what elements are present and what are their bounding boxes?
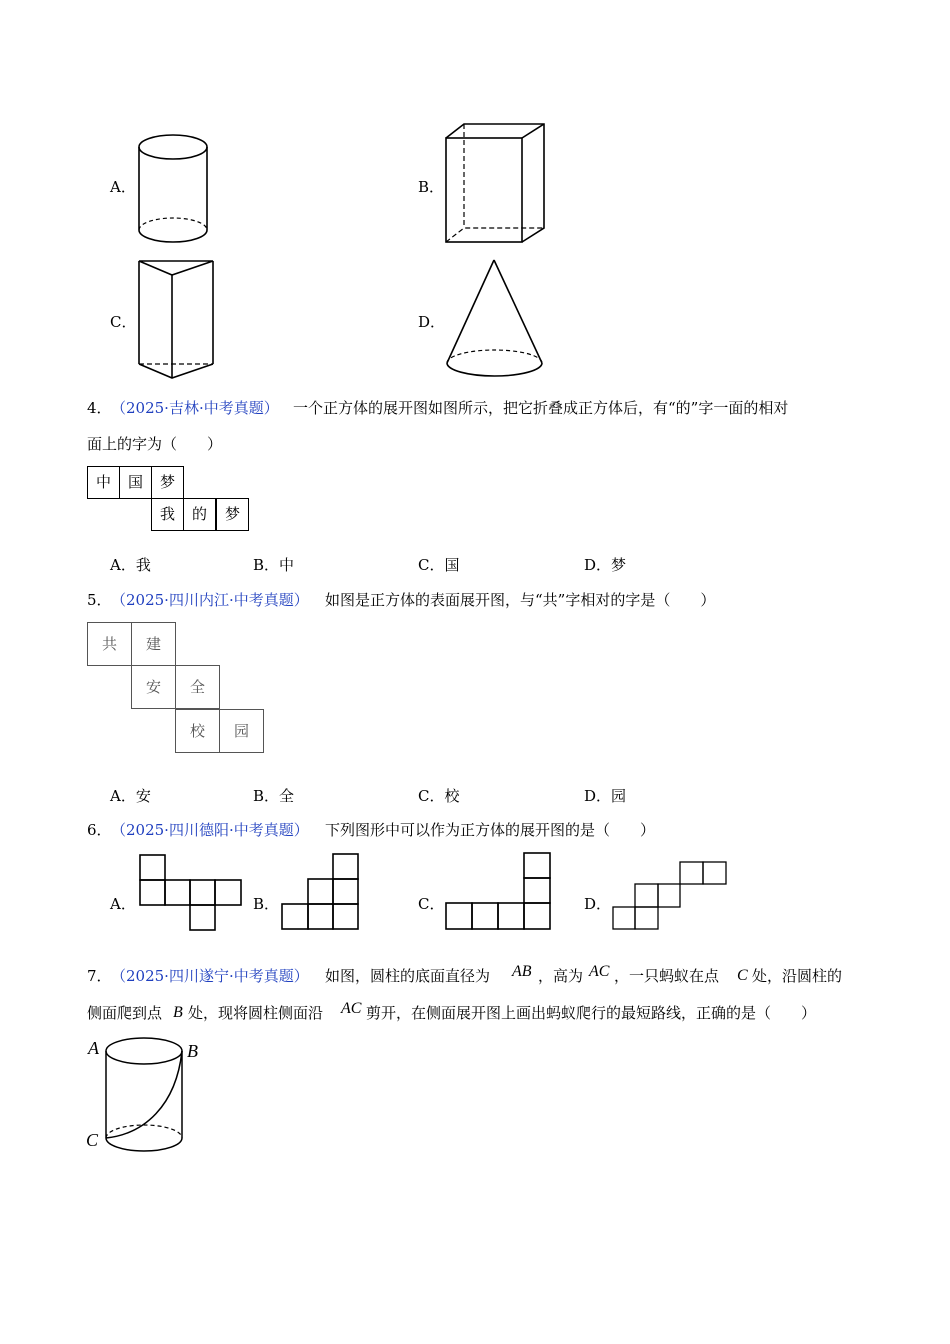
net-cell: 中 — [87, 466, 120, 499]
net-cell: 建 — [131, 622, 176, 666]
net-cell: 校 — [175, 709, 220, 753]
q3-option-b-label: B． — [418, 178, 445, 196]
q6-net-b — [281, 853, 361, 931]
q6-net-a — [140, 855, 244, 931]
q7-ac2: AC — [341, 1000, 362, 1017]
net-cell: 我 — [151, 498, 184, 531]
net-cell: 的 — [183, 498, 216, 531]
q7-text-1b: ，高为 — [538, 967, 584, 985]
q4-choice-d[interactable]: D．梦 — [584, 556, 627, 574]
q7-ac: AC — [589, 963, 610, 980]
triangular-prism-figure — [136, 257, 216, 381]
net-cell: 共 — [87, 622, 132, 666]
q7-label-b: B — [187, 1041, 198, 1061]
q5-text: 如图是正方体的表面展开图，与“共”字相对的字是（ ） — [325, 591, 716, 609]
net-cell: 国 — [119, 466, 152, 499]
net-cell: 梦 — [151, 466, 184, 499]
q7-text-2b: 处，现将圆柱侧面沿 — [188, 1004, 324, 1022]
cone-figure — [444, 258, 546, 380]
q5-source: （2025·四川内江·中考真题） — [111, 591, 309, 609]
q6-net-c — [445, 852, 553, 932]
q4-choice-a[interactable]: A．我 — [110, 556, 151, 574]
q6-choice-a[interactable]: A． — [110, 895, 136, 913]
q5-choice-c[interactable]: C．校 — [418, 787, 460, 805]
q4-choice-c[interactable]: C．国 — [418, 556, 460, 574]
q5-choice-d[interactable]: D．园 — [584, 787, 627, 805]
q3-option-d-label: D． — [418, 313, 446, 331]
q6-net-d — [612, 861, 728, 931]
q4-source: （2025·吉林·中考真题） — [111, 399, 279, 417]
q6-choice-d[interactable]: D． — [584, 895, 612, 913]
cuboid-figure — [444, 122, 548, 246]
q7-text-2a: 侧面爬到点 — [87, 1004, 163, 1022]
q7-text-1d: 处，沿圆柱的 — [752, 967, 843, 985]
q4-text-line1: 一个正方体的展开图如图所示，把它折叠成正方体后，有“的”字一面的相对 — [293, 399, 789, 417]
q5-choice-b[interactable]: B．全 — [253, 787, 295, 805]
q7-source: （2025·四川遂宁·中考真题） — [111, 967, 309, 985]
q6-number: 6． — [87, 821, 112, 839]
q5-number: 5． — [87, 591, 112, 609]
q7-label-a: A — [88, 1038, 99, 1058]
q6-source: （2025·四川德阳·中考真题） — [111, 821, 309, 839]
q7-text-1a: 如图，圆柱的底面直径为 — [325, 967, 491, 985]
q7-ab: AB — [512, 963, 532, 980]
net-cell: 全 — [175, 665, 220, 709]
q7-c: C — [737, 967, 748, 984]
q3-option-c-label: C． — [110, 313, 137, 331]
q5-choice-a[interactable]: A．安 — [110, 787, 151, 805]
q7-cylinder-figure — [104, 1034, 186, 1156]
cylinder-figure — [135, 130, 211, 245]
q6-choice-c[interactable]: C． — [418, 895, 445, 913]
q7-label-c: C — [86, 1130, 99, 1150]
q3-option-a-label: A． — [110, 178, 136, 196]
q6-choice-b[interactable]: B． — [253, 895, 280, 913]
q4-number: 4． — [87, 399, 112, 417]
net-cell: 安 — [131, 665, 176, 709]
net-cell: 园 — [219, 709, 264, 753]
net-cell: 梦 — [216, 498, 249, 531]
q4-text-line2: 面上的字为（ ） — [87, 435, 223, 453]
q6-text: 下列图形中可以作为正方体的展开图的是（ ） — [325, 821, 656, 839]
q4-choice-b[interactable]: B．中 — [253, 556, 295, 574]
q7-text-1c: ，一只蚂蚁在点 — [614, 967, 720, 985]
q7-text-2c: 剪开，在侧面展开图上画出蚂蚁爬行的最短路线，正确的是（ ） — [366, 1004, 817, 1022]
q7-b: B — [173, 1004, 183, 1021]
q7-number: 7． — [87, 967, 112, 985]
